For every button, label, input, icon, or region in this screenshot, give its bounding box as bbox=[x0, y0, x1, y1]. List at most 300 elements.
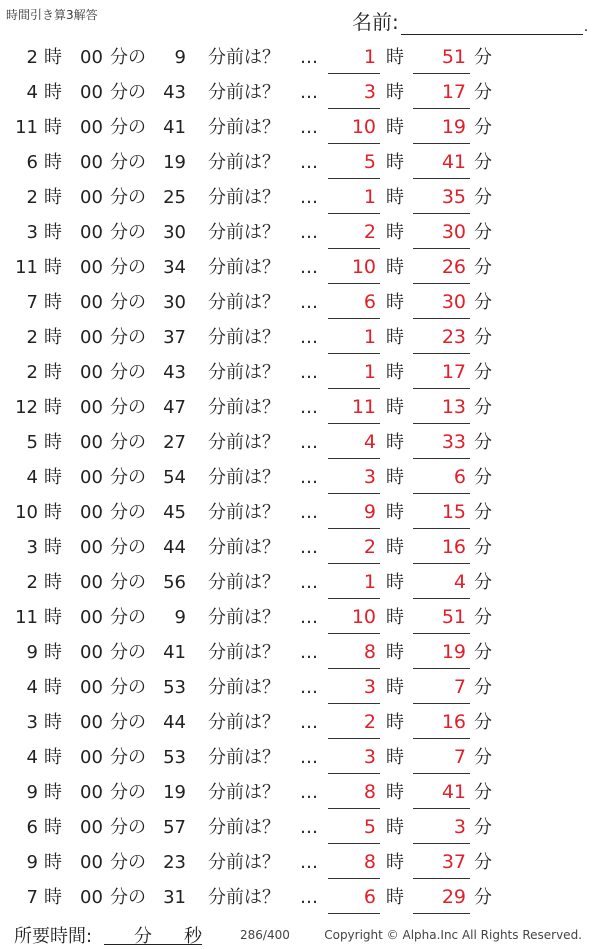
answer-hour-unit: 時 bbox=[386, 572, 404, 593]
answer-minutes-box[interactable] bbox=[413, 110, 470, 144]
answer-minutes-box[interactable] bbox=[413, 635, 470, 669]
answer-hour-unit: 時 bbox=[386, 432, 404, 453]
answer-hour-box[interactable] bbox=[328, 530, 380, 564]
ellipsis: … bbox=[300, 432, 318, 453]
minutes-before-label: 分前は？ bbox=[208, 537, 280, 558]
answer-hour-box[interactable] bbox=[328, 145, 380, 179]
answer-hour-box[interactable] bbox=[328, 880, 380, 914]
answer-hour-box[interactable] bbox=[328, 495, 380, 529]
zero-minutes: 00 bbox=[80, 852, 103, 873]
answer-minutes-box[interactable] bbox=[413, 390, 470, 424]
time-minutes-unit: 分 bbox=[134, 926, 152, 947]
problem-minutes: 57 bbox=[163, 817, 186, 838]
answer-minutes-unit: 分 bbox=[474, 712, 492, 733]
answer-hour-unit: 時 bbox=[386, 537, 404, 558]
hour-unit: 時 bbox=[44, 327, 62, 348]
problem-minutes: 31 bbox=[163, 887, 186, 908]
time-seconds-unit: 秒 bbox=[184, 926, 202, 947]
problem-row bbox=[0, 810, 600, 845]
minutes-of-label: 分の bbox=[110, 642, 146, 663]
problem-minutes: 54 bbox=[163, 467, 186, 488]
problem-row bbox=[0, 635, 600, 670]
minutes-before-label: 分前は？ bbox=[208, 502, 280, 523]
answer-hour-box[interactable] bbox=[328, 425, 380, 459]
hour-unit: 時 bbox=[44, 222, 62, 243]
answer-hour-box[interactable] bbox=[328, 110, 380, 144]
hour-unit: 時 bbox=[44, 362, 62, 383]
answer-hour-unit: 時 bbox=[386, 187, 404, 208]
hour-unit: 時 bbox=[44, 82, 62, 103]
minutes-of-label: 分の bbox=[110, 397, 146, 418]
answer-hour: 1 bbox=[363, 361, 376, 383]
answer-hour-unit: 時 bbox=[386, 257, 404, 278]
problem-row bbox=[0, 355, 600, 390]
problem-minutes: 19 bbox=[163, 782, 186, 803]
answer-minutes: 51 bbox=[441, 46, 466, 68]
answer-hour: 10 bbox=[351, 256, 376, 278]
problem-hour: 9 bbox=[26, 642, 38, 663]
zero-minutes: 00 bbox=[80, 537, 103, 558]
answer-hour: 1 bbox=[363, 186, 376, 208]
problem-minutes: 56 bbox=[163, 572, 186, 593]
answer-hour: 10 bbox=[351, 116, 376, 138]
ellipsis: … bbox=[300, 362, 318, 383]
ellipsis: … bbox=[300, 887, 318, 908]
answer-minutes: 13 bbox=[441, 396, 466, 418]
minutes-of-label: 分の bbox=[110, 887, 146, 908]
minutes-of-label: 分の bbox=[110, 362, 146, 383]
zero-minutes: 00 bbox=[80, 817, 103, 838]
answer-minutes-unit: 分 bbox=[474, 187, 492, 208]
problem-row bbox=[0, 250, 600, 285]
ellipsis: … bbox=[300, 642, 318, 663]
answer-minutes: 37 bbox=[441, 851, 466, 873]
problem-hour: 11 bbox=[15, 257, 38, 278]
answer-minutes: 4 bbox=[453, 571, 466, 593]
problem-hour: 4 bbox=[26, 747, 38, 768]
answer-hour-unit: 時 bbox=[386, 47, 404, 68]
zero-minutes: 00 bbox=[80, 607, 103, 628]
minutes-before-label: 分前は？ bbox=[208, 432, 280, 453]
problem-minutes: 53 bbox=[163, 747, 186, 768]
name-blank-line[interactable] bbox=[401, 12, 583, 35]
minutes-before-label: 分前は？ bbox=[208, 817, 280, 838]
ellipsis: … bbox=[300, 747, 318, 768]
problem-row bbox=[0, 425, 600, 460]
problem-minutes: 41 bbox=[163, 642, 186, 663]
answer-hour-box[interactable] bbox=[328, 75, 380, 109]
problem-row bbox=[0, 600, 600, 635]
answer-hour: 3 bbox=[363, 676, 376, 698]
problem-minutes: 45 bbox=[163, 502, 186, 523]
answer-hour-unit: 時 bbox=[386, 117, 404, 138]
ellipsis: … bbox=[300, 537, 318, 558]
answer-hour-box[interactable] bbox=[328, 40, 380, 74]
answer-hour-unit: 時 bbox=[386, 362, 404, 383]
answer-hour-unit: 時 bbox=[386, 467, 404, 488]
answer-minutes-box[interactable] bbox=[413, 75, 470, 109]
answer-hour-unit: 時 bbox=[386, 817, 404, 838]
problem-row bbox=[0, 180, 600, 215]
problem-hour: 4 bbox=[26, 677, 38, 698]
answer-hour-unit: 時 bbox=[386, 677, 404, 698]
problem-row bbox=[0, 880, 600, 915]
minutes-of-label: 分の bbox=[110, 222, 146, 243]
answer-hour-box[interactable] bbox=[328, 775, 380, 809]
ellipsis: … bbox=[300, 327, 318, 348]
minutes-of-label: 分の bbox=[110, 432, 146, 453]
minutes-before-label: 分前は？ bbox=[208, 747, 280, 768]
answer-hour-unit: 時 bbox=[386, 712, 404, 733]
minutes-of-label: 分の bbox=[110, 47, 146, 68]
hour-unit: 時 bbox=[44, 397, 62, 418]
answer-minutes: 33 bbox=[441, 431, 466, 453]
answer-minutes-unit: 分 bbox=[474, 747, 492, 768]
answer-hour-box[interactable] bbox=[328, 670, 380, 704]
answer-minutes-box[interactable] bbox=[413, 530, 470, 564]
ellipsis: … bbox=[300, 607, 318, 628]
answer-hour-box[interactable] bbox=[328, 390, 380, 424]
minutes-of-label: 分の bbox=[110, 572, 146, 593]
answer-minutes: 41 bbox=[441, 781, 466, 803]
answer-minutes-box[interactable] bbox=[413, 740, 470, 774]
hour-unit: 時 bbox=[44, 572, 62, 593]
answer-minutes-unit: 分 bbox=[474, 152, 492, 173]
time-required-blank[interactable] bbox=[104, 922, 202, 945]
answer-minutes: 17 bbox=[441, 361, 466, 383]
answer-hour-unit: 時 bbox=[386, 152, 404, 173]
answer-minutes-box[interactable] bbox=[413, 565, 470, 599]
hour-unit: 時 bbox=[44, 887, 62, 908]
ellipsis: … bbox=[300, 117, 318, 138]
answer-hour: 1 bbox=[363, 46, 376, 68]
answer-hour-unit: 時 bbox=[386, 397, 404, 418]
answer-hour-unit: 時 bbox=[386, 82, 404, 103]
zero-minutes: 00 bbox=[80, 712, 103, 733]
answer-minutes: 29 bbox=[441, 886, 466, 908]
hour-unit: 時 bbox=[44, 747, 62, 768]
problem-hour: 2 bbox=[26, 47, 38, 68]
problem-row bbox=[0, 565, 600, 600]
ellipsis: … bbox=[300, 467, 318, 488]
minutes-before-label: 分前は？ bbox=[208, 327, 280, 348]
hour-unit: 時 bbox=[44, 152, 62, 173]
minutes-of-label: 分の bbox=[110, 257, 146, 278]
answer-hour-box[interactable] bbox=[328, 565, 380, 599]
problem-row bbox=[0, 285, 600, 320]
answer-minutes-unit: 分 bbox=[474, 537, 492, 558]
minutes-before-label: 分前は？ bbox=[208, 117, 280, 138]
ellipsis: … bbox=[300, 257, 318, 278]
answer-minutes-box[interactable] bbox=[413, 285, 470, 319]
problem-row bbox=[0, 530, 600, 565]
zero-minutes: 00 bbox=[80, 467, 103, 488]
minutes-of-label: 分の bbox=[110, 852, 146, 873]
problem-row bbox=[0, 320, 600, 355]
answer-minutes: 30 bbox=[441, 221, 466, 243]
problem-row bbox=[0, 40, 600, 75]
ellipsis: … bbox=[300, 817, 318, 838]
answer-minutes-unit: 分 bbox=[474, 852, 492, 873]
minutes-before-label: 分前は？ bbox=[208, 852, 280, 873]
answer-hour: 1 bbox=[363, 326, 376, 348]
problem-hour: 9 bbox=[26, 852, 38, 873]
answer-hour-box[interactable] bbox=[328, 705, 380, 739]
minutes-of-label: 分の bbox=[110, 817, 146, 838]
answer-minutes-unit: 分 bbox=[474, 47, 492, 68]
answer-hour-box[interactable] bbox=[328, 250, 380, 284]
problem-minutes: 34 bbox=[163, 257, 186, 278]
zero-minutes: 00 bbox=[80, 292, 103, 313]
minutes-before-label: 分前は？ bbox=[208, 467, 280, 488]
answer-hour-box[interactable] bbox=[328, 740, 380, 774]
problem-row bbox=[0, 145, 600, 180]
answer-minutes-unit: 分 bbox=[474, 327, 492, 348]
problem-hour: 11 bbox=[15, 117, 38, 138]
answer-minutes-unit: 分 bbox=[474, 467, 492, 488]
answer-minutes-box[interactable] bbox=[413, 670, 470, 704]
answer-minutes-unit: 分 bbox=[474, 257, 492, 278]
problem-minutes: 9 bbox=[174, 47, 186, 68]
ellipsis: … bbox=[300, 152, 318, 173]
ellipsis: … bbox=[300, 292, 318, 313]
problem-list bbox=[0, 40, 600, 915]
name-end-dot: . bbox=[583, 19, 589, 35]
hour-unit: 時 bbox=[44, 537, 62, 558]
ellipsis: … bbox=[300, 712, 318, 733]
problem-minutes: 30 bbox=[163, 292, 186, 313]
problem-minutes: 47 bbox=[163, 397, 186, 418]
hour-unit: 時 bbox=[44, 782, 62, 803]
ellipsis: … bbox=[300, 397, 318, 418]
minutes-before-label: 分前は？ bbox=[208, 712, 280, 733]
ellipsis: … bbox=[300, 47, 318, 68]
minutes-of-label: 分の bbox=[110, 677, 146, 698]
problem-minutes: 30 bbox=[163, 222, 186, 243]
problem-hour: 2 bbox=[26, 572, 38, 593]
ellipsis: … bbox=[300, 187, 318, 208]
minutes-before-label: 分前は？ bbox=[208, 187, 280, 208]
answer-hour-unit: 時 bbox=[386, 292, 404, 313]
answer-minutes-box[interactable] bbox=[413, 495, 470, 529]
zero-minutes: 00 bbox=[80, 117, 103, 138]
zero-minutes: 00 bbox=[80, 327, 103, 348]
zero-minutes: 00 bbox=[80, 887, 103, 908]
answer-hour: 11 bbox=[351, 396, 376, 418]
answer-minutes-box[interactable] bbox=[413, 425, 470, 459]
answer-minutes-unit: 分 bbox=[474, 362, 492, 383]
answer-minutes-box[interactable] bbox=[413, 145, 470, 179]
answer-hour-box[interactable] bbox=[328, 320, 380, 354]
answer-minutes-box[interactable] bbox=[413, 355, 470, 389]
zero-minutes: 00 bbox=[80, 677, 103, 698]
name-label: 名前: bbox=[352, 10, 399, 34]
answer-minutes-unit: 分 bbox=[474, 117, 492, 138]
zero-minutes: 00 bbox=[80, 432, 103, 453]
problem-row bbox=[0, 215, 600, 250]
minutes-of-label: 分の bbox=[110, 747, 146, 768]
answer-hour-box[interactable] bbox=[328, 635, 380, 669]
hour-unit: 時 bbox=[44, 852, 62, 873]
answer-hour-unit: 時 bbox=[386, 782, 404, 803]
name-field[interactable] bbox=[352, 6, 588, 35]
answer-hour-unit: 時 bbox=[386, 327, 404, 348]
minutes-of-label: 分の bbox=[110, 467, 146, 488]
hour-unit: 時 bbox=[44, 467, 62, 488]
answer-hour: 3 bbox=[363, 746, 376, 768]
answer-hour: 2 bbox=[363, 221, 376, 243]
answer-minutes-unit: 分 bbox=[474, 432, 492, 453]
hour-unit: 時 bbox=[44, 677, 62, 698]
problem-hour: 6 bbox=[26, 152, 38, 173]
answer-hour-box[interactable] bbox=[328, 460, 380, 494]
answer-minutes-box[interactable] bbox=[413, 215, 470, 249]
hour-unit: 時 bbox=[44, 502, 62, 523]
answer-minutes: 41 bbox=[441, 151, 466, 173]
answer-hour: 8 bbox=[363, 851, 376, 873]
zero-minutes: 00 bbox=[80, 222, 103, 243]
minutes-of-label: 分の bbox=[110, 712, 146, 733]
answer-hour: 9 bbox=[363, 501, 376, 523]
answer-hour-unit: 時 bbox=[386, 222, 404, 243]
problem-row bbox=[0, 390, 600, 425]
minutes-before-label: 分前は？ bbox=[208, 572, 280, 593]
hour-unit: 時 bbox=[44, 642, 62, 663]
problem-minutes: 23 bbox=[163, 852, 186, 873]
problem-minutes: 43 bbox=[163, 82, 186, 103]
minutes-of-label: 分の bbox=[110, 782, 146, 803]
problem-minutes: 53 bbox=[163, 677, 186, 698]
answer-hour-unit: 時 bbox=[386, 887, 404, 908]
answer-hour: 4 bbox=[363, 431, 376, 453]
answer-minutes-unit: 分 bbox=[474, 677, 492, 698]
problem-row bbox=[0, 705, 600, 740]
answer-minutes-box[interactable] bbox=[413, 320, 470, 354]
minutes-of-label: 分の bbox=[110, 187, 146, 208]
answer-minutes: 7 bbox=[453, 676, 466, 698]
problem-minutes: 41 bbox=[163, 117, 186, 138]
answer-minutes: 6 bbox=[453, 466, 466, 488]
hour-unit: 時 bbox=[44, 257, 62, 278]
answer-minutes-box[interactable] bbox=[413, 180, 470, 214]
answer-hour-box[interactable] bbox=[328, 600, 380, 634]
answer-hour: 3 bbox=[363, 466, 376, 488]
answer-hour-box[interactable] bbox=[328, 215, 380, 249]
answer-minutes-box[interactable] bbox=[413, 845, 470, 879]
answer-hour-unit: 時 bbox=[386, 607, 404, 628]
problem-hour: 2 bbox=[26, 362, 38, 383]
problem-minutes: 44 bbox=[163, 537, 186, 558]
answer-hour-box[interactable] bbox=[328, 355, 380, 389]
answer-minutes-unit: 分 bbox=[474, 292, 492, 313]
ellipsis: … bbox=[300, 82, 318, 103]
minutes-before-label: 分前は？ bbox=[208, 397, 280, 418]
answer-minutes: 16 bbox=[441, 536, 466, 558]
answer-hour-box[interactable] bbox=[328, 180, 380, 214]
minutes-before-label: 分前は？ bbox=[208, 782, 280, 803]
answer-minutes-unit: 分 bbox=[474, 502, 492, 523]
worksheet-title: 時間引き算3解答 bbox=[6, 8, 98, 22]
answer-hour: 8 bbox=[363, 641, 376, 663]
answer-minutes: 51 bbox=[441, 606, 466, 628]
problem-row bbox=[0, 495, 600, 530]
problem-hour: 6 bbox=[26, 817, 38, 838]
minutes-before-label: 分前は？ bbox=[208, 362, 280, 383]
answer-hour-unit: 時 bbox=[386, 502, 404, 523]
zero-minutes: 00 bbox=[80, 572, 103, 593]
answer-minutes-unit: 分 bbox=[474, 397, 492, 418]
answer-hour-box[interactable] bbox=[328, 810, 380, 844]
answer-hour-box[interactable] bbox=[328, 285, 380, 319]
problem-minutes: 44 bbox=[163, 712, 186, 733]
problem-hour: 10 bbox=[15, 502, 38, 523]
answer-minutes-unit: 分 bbox=[474, 607, 492, 628]
answer-minutes: 3 bbox=[453, 816, 466, 838]
answer-minutes: 26 bbox=[441, 256, 466, 278]
problem-row bbox=[0, 110, 600, 145]
answer-minutes-unit: 分 bbox=[474, 572, 492, 593]
minutes-of-label: 分の bbox=[110, 292, 146, 313]
hour-unit: 時 bbox=[44, 817, 62, 838]
minutes-before-label: 分前は？ bbox=[208, 47, 280, 68]
answer-minutes: 16 bbox=[441, 711, 466, 733]
zero-minutes: 00 bbox=[80, 362, 103, 383]
answer-hour-box[interactable] bbox=[328, 845, 380, 879]
zero-minutes: 00 bbox=[80, 747, 103, 768]
answer-minutes-box[interactable] bbox=[413, 705, 470, 739]
minutes-of-label: 分の bbox=[110, 607, 146, 628]
problem-row bbox=[0, 670, 600, 705]
hour-unit: 時 bbox=[44, 432, 62, 453]
hour-unit: 時 bbox=[44, 47, 62, 68]
answer-hour: 1 bbox=[363, 571, 376, 593]
answer-minutes-box[interactable] bbox=[413, 775, 470, 809]
minutes-of-label: 分の bbox=[110, 327, 146, 348]
problem-hour: 5 bbox=[26, 432, 38, 453]
answer-minutes-box[interactable] bbox=[413, 250, 470, 284]
answer-minutes: 23 bbox=[441, 326, 466, 348]
minutes-of-label: 分の bbox=[110, 152, 146, 173]
ellipsis: … bbox=[300, 677, 318, 698]
answer-minutes-box[interactable] bbox=[413, 810, 470, 844]
zero-minutes: 00 bbox=[80, 47, 103, 68]
answer-minutes-box[interactable] bbox=[413, 880, 470, 914]
answer-minutes-box[interactable] bbox=[413, 40, 470, 74]
answer-hour-unit: 時 bbox=[386, 747, 404, 768]
minutes-of-label: 分の bbox=[110, 82, 146, 103]
problem-hour: 12 bbox=[15, 397, 38, 418]
problem-row bbox=[0, 845, 600, 880]
time-required-label: 所要時間: bbox=[14, 926, 93, 947]
answer-minutes-box[interactable] bbox=[413, 460, 470, 494]
answer-hour: 6 bbox=[363, 291, 376, 313]
minutes-of-label: 分の bbox=[110, 117, 146, 138]
problem-hour: 2 bbox=[26, 187, 38, 208]
problem-row bbox=[0, 460, 600, 495]
problem-hour: 3 bbox=[26, 537, 38, 558]
zero-minutes: 00 bbox=[80, 782, 103, 803]
problem-hour: 3 bbox=[26, 712, 38, 733]
ellipsis: … bbox=[300, 852, 318, 873]
hour-unit: 時 bbox=[44, 712, 62, 733]
answer-minutes-box[interactable] bbox=[413, 600, 470, 634]
problem-hour: 7 bbox=[26, 887, 38, 908]
problem-hour: 9 bbox=[26, 782, 38, 803]
answer-hour: 10 bbox=[351, 606, 376, 628]
minutes-before-label: 分前は？ bbox=[208, 82, 280, 103]
footer bbox=[0, 918, 600, 948]
problem-minutes: 27 bbox=[163, 432, 186, 453]
